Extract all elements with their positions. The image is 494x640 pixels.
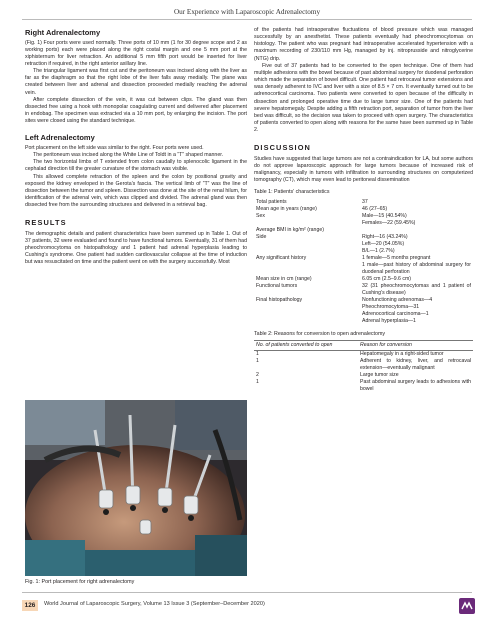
table-cell-label bbox=[254, 220, 360, 227]
surgical-photo-illustration bbox=[25, 400, 247, 576]
table-cell-label: Final histopathology bbox=[256, 296, 303, 303]
paragraph: The two horizontal limbs of T extended from colon caudally to splenocolic ligament in the cephalad direction till the greater curvature of the stomach was visible. bbox=[25, 159, 247, 173]
table-cell-label bbox=[254, 304, 360, 311]
table-cell-count: 1 bbox=[256, 378, 259, 385]
table-cell-label: Any significant history bbox=[256, 254, 307, 261]
table-cell-value: 1 female—5 months pregnant bbox=[362, 254, 431, 261]
page-number: 126 bbox=[22, 600, 38, 611]
journal-citation: World Journal of Laparoscopic Surgery, Volume 13 Issue 3 (September–December 2020) bbox=[44, 601, 265, 607]
table-cell-label: Functional tumors bbox=[256, 282, 298, 289]
table-row bbox=[254, 262, 473, 276]
table-row bbox=[254, 255, 473, 262]
footer-rule bbox=[22, 592, 472, 593]
table-row bbox=[254, 234, 473, 241]
table-cell-value: 32 (31 pheochromocytomas and 1 patient of Cushing’s disease) bbox=[362, 282, 471, 296]
table-cell-value: Nonfunctioning adrenomas—4 bbox=[362, 296, 433, 303]
paragraph: (Fig. 1) Four ports were used normally. Three ports of 10 mm (1 for 30 degree scope and 2 as working ports) each were placed along the right costal margin and one 5 mm port at the xiphisternum for liver retraction. An additional 5 mm fifth port would be inserted for liver retraction if required, in the right anterior axillary line. bbox=[25, 39, 247, 67]
table-cell-reason: Adherent to kidney, liver, and retrocaval extension—eventually malignant bbox=[360, 357, 471, 371]
table-cell-label bbox=[254, 318, 360, 325]
table-cell-count: 2 bbox=[256, 371, 259, 378]
table-cell-count: 1 bbox=[256, 357, 259, 364]
table-row bbox=[254, 199, 473, 206]
table2-caption: Table 2: Reasons for conversion to open adrenalectomy bbox=[254, 330, 386, 337]
table-cell-value: 37 bbox=[362, 198, 368, 205]
table-row bbox=[254, 220, 473, 227]
table-row bbox=[254, 311, 473, 318]
left-column bbox=[25, 27, 247, 267]
table-cell-value: B/L—1 (2.7%) bbox=[362, 247, 395, 254]
paragraph: Studies have suggested that large tumors are not a contraindication for LA, but some authors do not approve laparoscopic approach for large tumors because of increased risk of malignancy, especially in tumors with infiltration to surrounding structures on computerized tomography (CT), which may even lead to peritoneal dissemination bbox=[254, 155, 473, 184]
table-cell-value: Left—20 (54.05%) bbox=[362, 240, 405, 247]
table-header-cell: Reason for conversion bbox=[358, 340, 473, 350]
paragraph: of the patients had intraoperative fluctuations of blood pressure which was managed successfully by an anesthetist. These patients eventually had pheochromocytomas on histology. The patient who was pregnant had intraoperative accelerated hypertension with a maximum recording of 230/110 mm Hg, managed by inj. nitroprusside and nitroglycerine (NTG) drip. bbox=[254, 27, 473, 62]
table-row bbox=[254, 372, 473, 379]
table-row bbox=[254, 304, 473, 311]
table-cell-value: Right—16 (43.24%) bbox=[362, 233, 408, 240]
table-row bbox=[254, 350, 473, 358]
table-row bbox=[254, 213, 473, 220]
table-row bbox=[254, 241, 473, 248]
patient-characteristics-table bbox=[254, 199, 473, 325]
table-cell-value: 6.05 cm (2.5–9.6 cm) bbox=[362, 275, 412, 282]
table-cell-value: Male—15 (40.54%) bbox=[362, 212, 407, 219]
table-cell-label: Total patients bbox=[256, 198, 287, 205]
header-rule bbox=[22, 19, 472, 20]
table-cell-label: Sex bbox=[256, 212, 265, 219]
discussion-heading: DISCUSSION bbox=[254, 143, 311, 153]
table-cell-value: Adrenal hyperplasia—1 bbox=[362, 317, 416, 324]
table-cell-reason: Hepatomegaly in a right-sided tumor bbox=[360, 350, 444, 357]
paragraph: Five out of 37 patients had to be converted to the open technique. One of them had multiple adhesions with the bowel because of past abdominal surgery for duodenal perforation which made the separation of bowel difficult. One patient had retrocaval tumor extensions and was densely adherent to IVC and liver with a size of 8.5 × 7 cm. It eventually turned out to be adrenocortical carcinoma. Two patients were converted to open because of the difficulty in dissection and prolonged operative time due to large tumor size. One of the patients had severe hepatomegaly. Despite adding a fifth retraction port, separation of tumor from the liver bed was difficult, so the decision was taken to proceed with open surgery. The characteristics of patients converted to open along with reasons for the same have been summed up in Table 2. bbox=[254, 62, 473, 134]
table-cell-label: Mean age in years (range) bbox=[256, 205, 317, 212]
publisher-logo-icon bbox=[459, 598, 475, 614]
table-row bbox=[254, 283, 473, 297]
table-cell-count: 1 bbox=[256, 350, 259, 357]
results-heading: RESULTS bbox=[25, 218, 67, 228]
table-row bbox=[254, 248, 473, 255]
table-cell-label bbox=[254, 248, 360, 255]
table-header-row bbox=[254, 340, 473, 350]
table-cell-label bbox=[254, 262, 360, 276]
paragraph: The peritoneum was incised along the White Line of Toldt in a “T” shaped manner. bbox=[33, 152, 224, 159]
figure-caption: Fig. 1: Port placement for right adrenalectomy bbox=[25, 579, 135, 585]
table-row bbox=[254, 318, 473, 325]
right-column bbox=[254, 27, 473, 393]
table-cell-value: 1 male—past history of abdominal surgery for duodenal perforation bbox=[362, 261, 471, 275]
paragraph: After complete dissection of the vein, it was cut between clips. The gland was then dissected free using a hook with monopolar coagulating current and delivered after placement in endobag. The specimen was extracted via a 10 mm port, by enlarging the incision. The port sites were closed using the standard technique. bbox=[25, 96, 247, 125]
table-cell-value bbox=[360, 227, 473, 234]
running-head: Our Experience with Laparoscopic Adrenalectomy bbox=[173, 8, 321, 16]
table-row bbox=[254, 227, 473, 234]
conversion-reasons-table bbox=[254, 340, 473, 393]
table-cell-reason: Large tumor size bbox=[360, 371, 399, 378]
table-cell-label bbox=[254, 241, 360, 248]
table-header-cell: No. of patients converted to open bbox=[254, 340, 358, 350]
port-placement-photo bbox=[25, 400, 247, 576]
paragraph: Port placement on the left side was similar to the right. Four ports were used. bbox=[25, 144, 204, 151]
table-cell-label bbox=[254, 311, 360, 318]
paragraph: The demographic details and patient characteristics have been summed up in Table 1. Out of 37 patients, 32 were evaluated and found to have functional tumors. Eventually, 31 of them had pheochromocytoma on histopathology and 1 patient had adrenal hyperplasia leading to Cushing’s syndrome. One patient had sudden cardiovascular collapse at the time of induction but was resuscitated on time and the patient went on with the surgery successfully. Most bbox=[25, 230, 247, 266]
table1-caption: Table 1: Patients’ characteristics bbox=[254, 189, 330, 196]
left-adrenalectomy-heading: Left Adrenalectomy bbox=[25, 133, 95, 143]
table-cell-label: Average BMI in kg/m² (range) bbox=[256, 226, 324, 233]
table-row bbox=[254, 379, 473, 393]
right-adrenalectomy-heading: Right Adrenalectomy bbox=[25, 28, 101, 37]
table-row bbox=[254, 297, 473, 304]
table-row bbox=[254, 358, 473, 372]
table-cell-reason: Past abdominal surgery leads to adhesions with bowel bbox=[360, 378, 471, 392]
table-cell-value: Pheochromocytoma—31 bbox=[362, 303, 420, 310]
table-cell-label: Mean size in cm (range) bbox=[256, 275, 312, 282]
table-cell-value: 46 (27–65) bbox=[362, 205, 388, 212]
table-row bbox=[254, 206, 473, 213]
table-cell-value: Adrenocortical carcinoma—1 bbox=[362, 310, 429, 317]
table-cell-value: Females—22 (59.45%) bbox=[362, 219, 416, 226]
table-cell-label: Side bbox=[256, 233, 267, 240]
paragraph: The triangular ligament was first cut and the peritoneum was incised along with the liver as far as the diaphragm so that the right lobe of the liver falls away medially. The plane was created between liver and adrenal and dissection proceeded medially reaching the adrenal vein. bbox=[25, 68, 247, 96]
paragraph: This allowed complete retraction of the spleen and the colon by positional gravity and exposed the kidney enveloped in the Gerota’s fascia. The vertical limb of “T” was the line of dissection between the tumor and spleen. Dissection was done at the site of the renal hilum, for identification of the adrenal vein, which was clipped and divided. The adrenal gland was then dissected free from the surrounding structures and delivered in a retrieval bag. bbox=[25, 173, 247, 209]
table-row bbox=[254, 276, 473, 283]
